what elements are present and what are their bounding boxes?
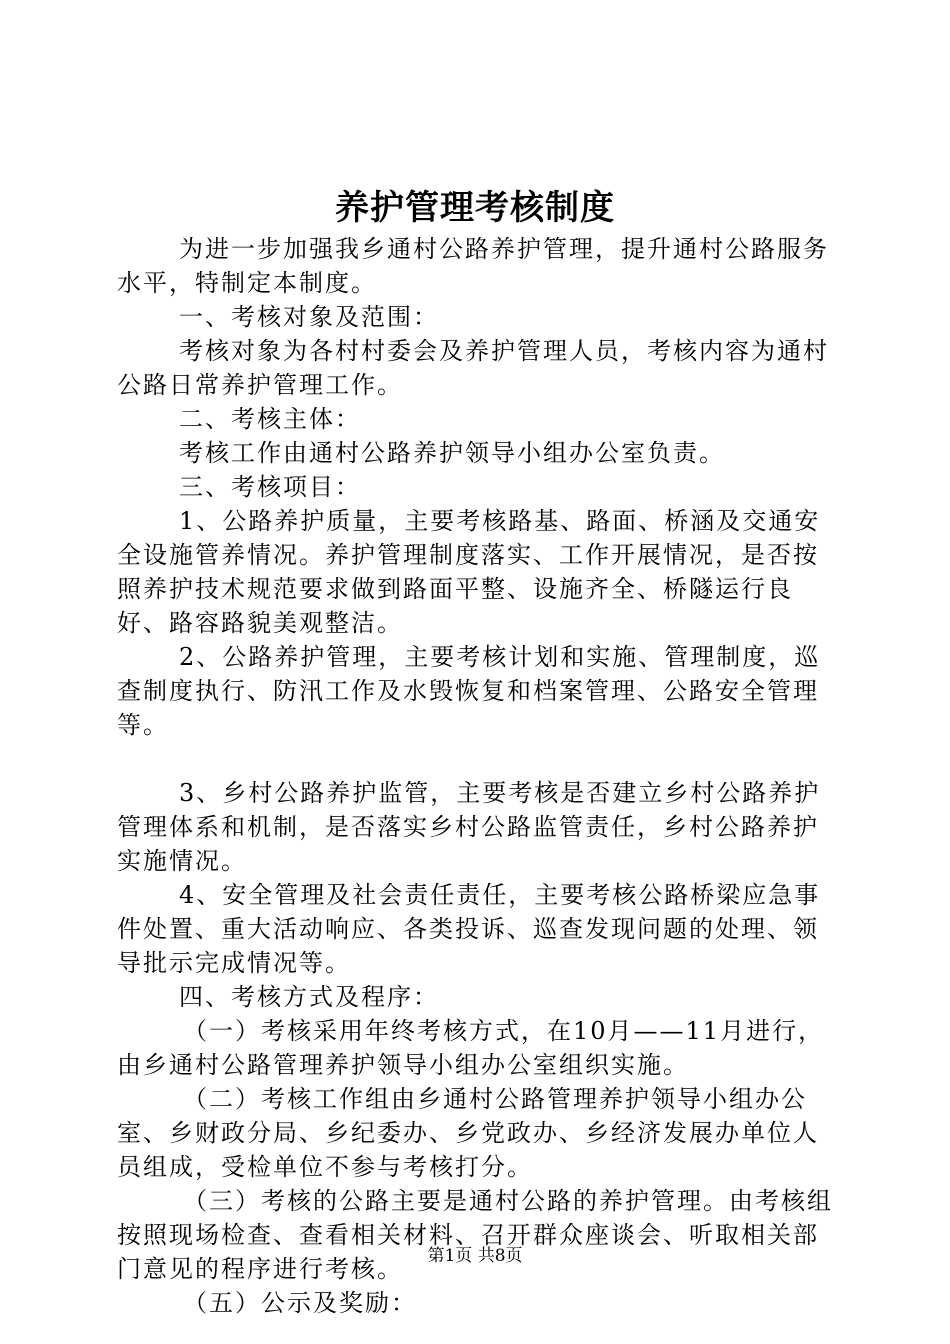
section-2-paragraph: 考核工作由通村公路养护领导小组办公室负责。 — [179, 439, 725, 467]
document-title: 养护管理考核制度 — [335, 188, 615, 228]
page-number: 第1页 共8页 — [427, 1246, 523, 1266]
section-1-paragraph: 考核对象为各村村委会及养护管理人员，考核内容为通村公路日常养护管理工作。 — [117, 337, 829, 399]
procedure-5-heading: （五）公示及奖励： — [183, 1289, 417, 1317]
item-1-paragraph: 1、公路养护质量，主要考核路基、路面、桥涵及交通安全设施管养情况。养护管理制度落实、工作开展情况，是否按照养护技术规范要求做到路面平整、设施齐全、桥隧运行良好、路容路貌美观整洁。 — [117, 507, 821, 637]
section-heading-3: 三、考核项目： — [179, 473, 361, 501]
item-4-paragraph: 4、安全管理及社会责任责任，主要考核公路桥梁应急事件处置、重大活动响应、各类投诉、巡查发现问题的处理、领导批示完成情况等。 — [117, 881, 821, 977]
procedure-1-paragraph: （一）考核采用年终考核方式，在10月——11月进行，由乡通村公路管理养护领导小组办公室组织实施。 — [117, 1017, 825, 1079]
section-heading-4: 四、考核方式及程序： — [179, 983, 439, 1011]
intro-paragraph: 为进一步加强我乡通村公路养护管理，提升通村公路服务水平，特制定本制度。 — [117, 235, 829, 297]
procedure-2-paragraph: （二）考核工作组由乡通村公路管理养护领导小组办公室、乡财政分局、乡纪委办、乡党政办、乡经济发展办单位人员组成，受检单位不参与考核打分。 — [117, 1085, 819, 1181]
item-3-paragraph: 3、乡村公路养护监管，主要考核是否建立乡村公路养护管理体系和机制，是否落实乡村公路监管责任，乡村公路养护实施情况。 — [117, 779, 821, 875]
procedure-3-paragraph: （三）考核的公路主要是通村公路的养护管理。由考核组按照现场检查、查看相关材料、召开群众座谈会、听取相关部门意见的程序进行考核。 — [117, 1187, 833, 1283]
section-heading-1: 一、考核对象及范围： — [179, 303, 439, 331]
document-body — [117, 232, 837, 1320]
section-heading-2: 二、考核主体： — [179, 405, 361, 433]
blank-line — [117, 742, 837, 776]
item-2-paragraph: 2、公路养护管理，主要考核计划和实施、管理制度，巡查制度执行、防汛工作及水毁恢复和档案管理、公路安全管理等。 — [117, 643, 821, 739]
